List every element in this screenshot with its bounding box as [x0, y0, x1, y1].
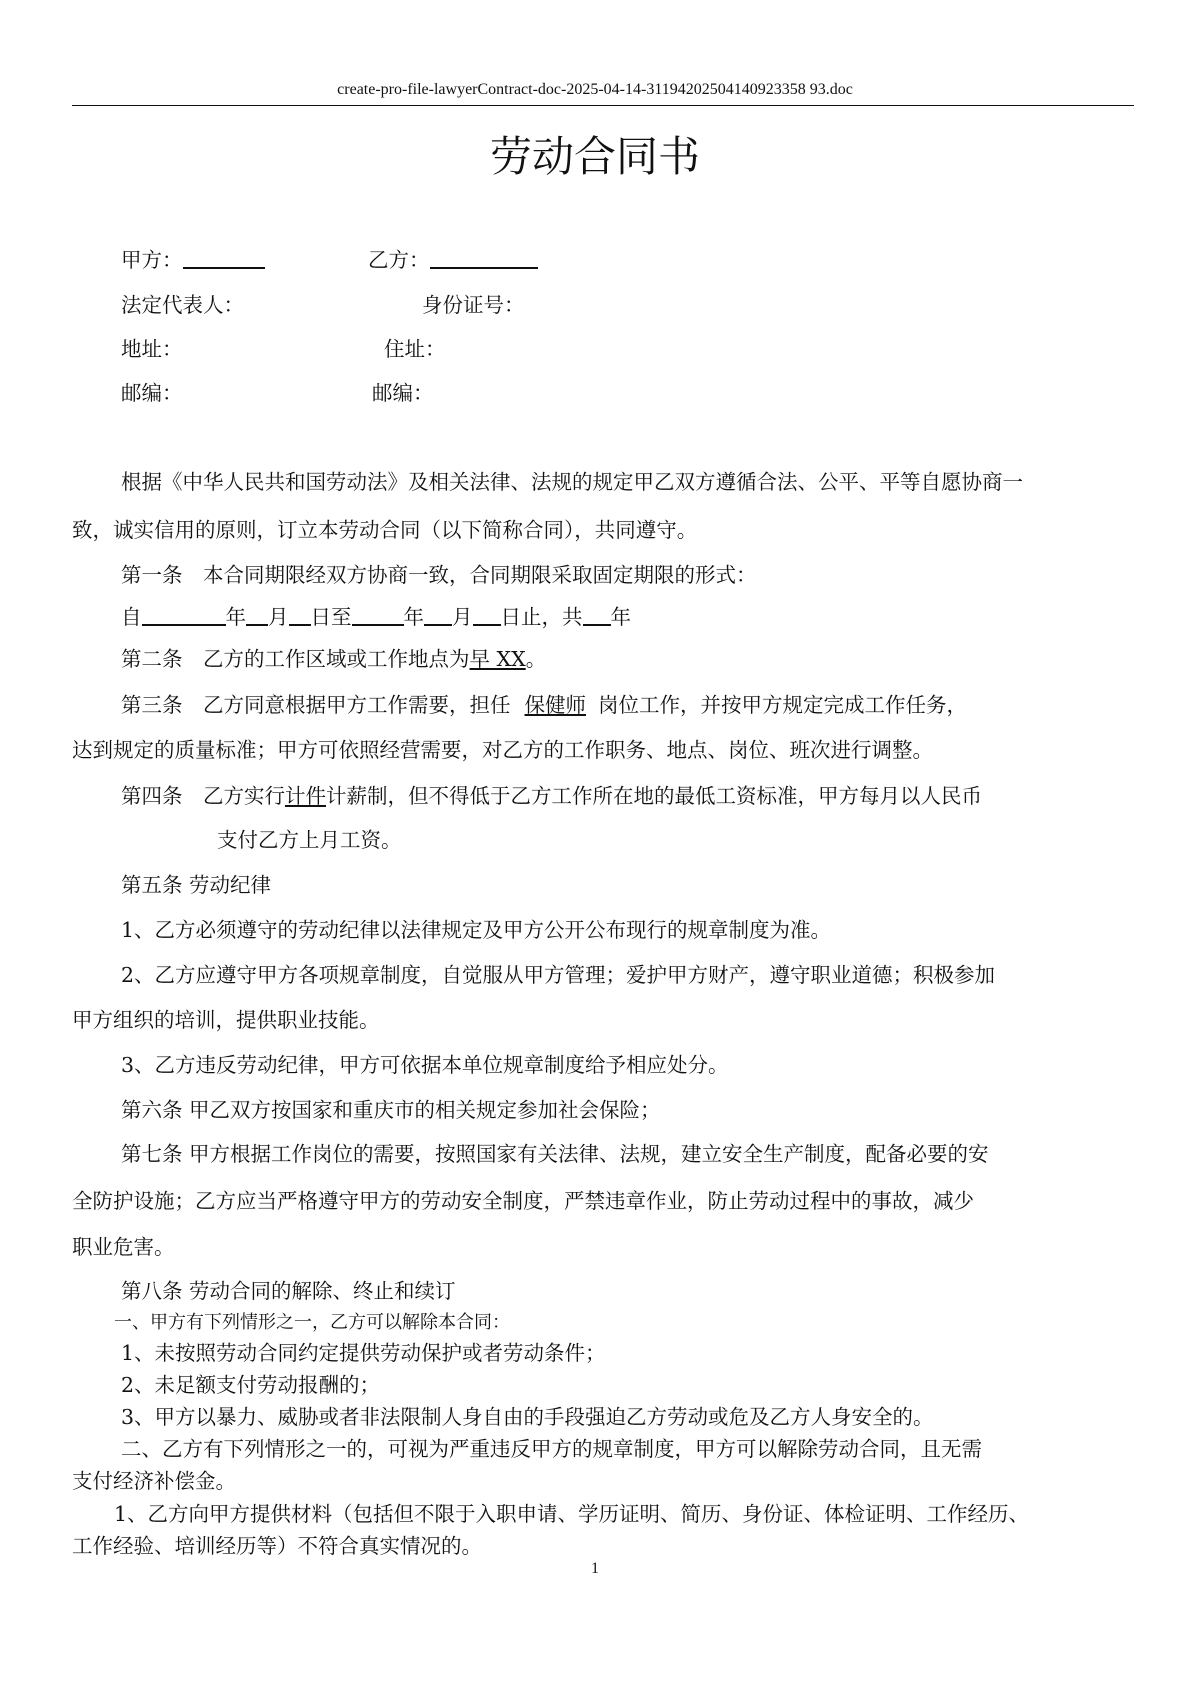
month-label-2: 月: [452, 605, 473, 629]
year-label-2: 年: [403, 605, 424, 629]
article-8-sub-1-item-1: 1、未按照劳动合同约定提供劳动保护或者劳动条件；: [121, 1341, 606, 1365]
position-value: 保健师: [524, 693, 586, 717]
page-number: 1: [591, 1560, 599, 1577]
article-8-sub-1-item-3: 3、甲方以暴力、威胁或者非法限制人身自由的手段强迫乙方劳动或危及乙方人身安全的。: [121, 1405, 934, 1429]
start-year-blank: [142, 606, 226, 626]
article-3-suffix: 岗位工作，并按甲方规定完成工作任务，: [598, 693, 967, 717]
legal-rep-label: 法定代表人：: [121, 293, 244, 317]
article-7-line-1: 第七条 甲方根据工作岗位的需要，按照国家有关法律、法规，建立安全生产制度，配备必要的安: [121, 1142, 989, 1166]
id-number-label: 身份证号：: [422, 293, 525, 317]
intro-line-2: 致，诚实信用的原则，订立本劳动合同（以下简称合同），共同遵守。: [72, 518, 698, 542]
intro-line-1: 根据《中华人民共和国劳动法》及相关法律、法规的规定甲乙双方遵循合法、公平、平等自愿协商一: [121, 470, 1023, 494]
article-2-prefix: 第二条 乙方的工作区域或工作地点为: [121, 647, 470, 671]
header-divider: [72, 105, 1134, 106]
address-label: 地址：: [121, 337, 183, 361]
article-1-text: 第一条 本合同期限经双方协商一致，合同期限采取固定期限的形式：: [121, 563, 757, 587]
document-title: 劳动合同书: [489, 132, 700, 181]
end-year-blank: [352, 606, 404, 626]
party-b-label: 乙方：: [368, 248, 430, 272]
party-a-blank: [183, 249, 265, 269]
work-place-value: 早 XX: [469, 647, 526, 671]
year-label-3: 年: [610, 605, 631, 629]
start-month-blank: [246, 606, 268, 626]
party-a-label: 甲方：: [121, 248, 183, 272]
article-2-suffix: 。: [525, 647, 547, 671]
article-8-sub-2-line-1: 二、乙方有下列情形之一的，可视为严重违反甲方的规章制度，甲方可以解除劳动合同，且无需: [121, 1437, 982, 1461]
article-8-title: 第八条 劳动合同的解除、终止和续订: [121, 1279, 456, 1303]
end-day-blank: [473, 606, 501, 626]
end-month-blank: [424, 606, 452, 626]
month-label: 月: [268, 605, 289, 629]
postcode-a-label: 邮编：: [121, 381, 183, 405]
article-6: 第六条 甲乙双方按国家和重庆市的相关规定参加社会保险；: [121, 1098, 661, 1122]
residence-label: 住址：: [384, 337, 446, 361]
article-5-item-2-line-2: 甲方组织的培训，提供职业技能。: [72, 1008, 380, 1032]
document-filename: create-pro-file-lawyerContract-doc-2025-04-14-31194202504140923358 93.doc: [337, 81, 853, 98]
postcode-b-label: 邮编：: [372, 381, 434, 405]
article-8-sub-1: 一、甲方有下列情形之一，乙方可以解除本合同：: [114, 1312, 510, 1333]
article-8-sub-2-item-1-line-1: 1、乙方向甲方提供材料（包括但不限于入职申请、学历证明、简历、身份证、体检证明、工作经历、: [114, 1502, 1030, 1526]
article-5-item-2-line-1: 2、乙方应遵守甲方各项规章制度，自觉服从甲方管理；爱护甲方财产，遵守职业道德；积极参加: [121, 963, 996, 987]
article-8-sub-2-line-2: 支付经济补偿金。: [72, 1469, 236, 1493]
article-4-line-2: 支付乙方上月工资。: [217, 828, 402, 852]
day-end-label: 日止，共: [500, 605, 583, 629]
article-5-item-1: 1、乙方必须遵守的劳动纪律以法律规定及甲方公开公布现行的规章制度为准。: [121, 918, 832, 942]
article-2: [121, 647, 546, 672]
article-3-prefix: 第三条 乙方同意根据甲方工作需要，担任: [121, 693, 511, 717]
pay-type-value: 计件: [285, 784, 326, 808]
article-7-line-3: 职业危害。: [72, 1235, 175, 1259]
party-b-blank: [430, 249, 538, 269]
start-day-blank: [289, 606, 311, 626]
article-4-line-1: [121, 784, 982, 809]
year-label: 年: [225, 605, 246, 629]
article-4-prefix: 第四条 乙方实行: [121, 784, 285, 808]
party-a-line: [121, 248, 265, 273]
article-3-line-1: [121, 693, 967, 718]
article-8-sub-2-item-1-line-2: 工作经验、培训经历等）不符合真实情况的。: [72, 1534, 482, 1558]
article-3-line-2: 达到规定的质量标准；甲方可依照经营需要，对乙方的工作职务、地点、岗位、班次进行调整。: [72, 738, 933, 762]
article-5-title: 第五条 劳动纪律: [121, 873, 272, 897]
party-b-line: [368, 248, 538, 273]
day-to-label: 日至: [310, 605, 352, 629]
total-years-blank: [583, 606, 611, 626]
term-from-label: 自: [121, 605, 142, 629]
article-5-item-3: 3、乙方违反劳动纪律，甲方可依据本单位规章制度给予相应处分。: [121, 1053, 729, 1077]
article-1-term: [121, 605, 631, 630]
article-8-sub-1-item-2: 2、未足额支付劳动报酬的；: [121, 1373, 381, 1397]
article-4-suffix: 计薪制，但不得低于乙方工作所在地的最低工资标准，甲方每月以人民币: [326, 784, 982, 808]
article-7-line-2: 全防护设施；乙方应当严格遵守甲方的劳动安全制度，严禁违章作业，防止劳动过程中的事故，减少: [72, 1189, 974, 1213]
